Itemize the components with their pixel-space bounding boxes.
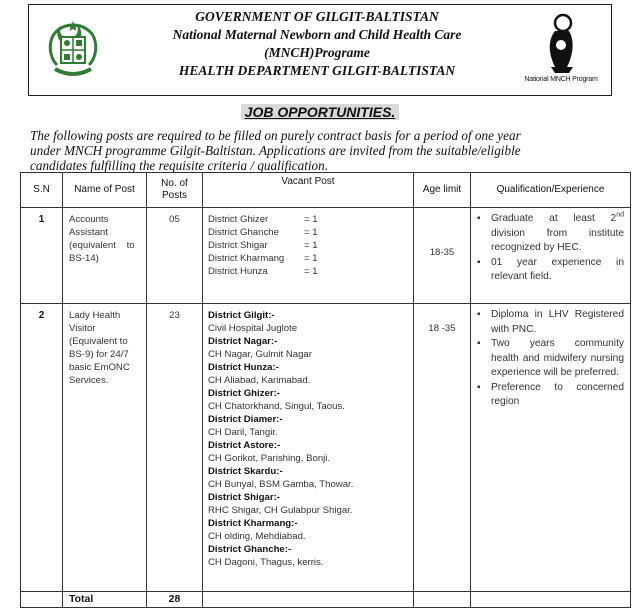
row-age-limit: 18 -35 xyxy=(414,304,471,592)
total-label: Total xyxy=(63,592,147,608)
district-name: District Ghizer xyxy=(208,214,269,225)
post-name-line: BS-9) for 24/7 xyxy=(69,349,129,360)
department-name: HEALTH DEPARTMENT GILGIT-BALTISTAN xyxy=(178,63,456,78)
qualification-list xyxy=(475,308,627,410)
district-count: = 1 xyxy=(304,266,318,277)
program-abbreviation: (MNCH)Programe xyxy=(264,45,370,60)
header-qualification: Qualification/Experience xyxy=(471,173,631,208)
qualification-item: ▪ Diploma in LHV Registered with PNC. xyxy=(475,308,624,337)
letterhead xyxy=(28,4,612,96)
program-logo-caption: National MNCH Program xyxy=(524,76,598,83)
table-header-row xyxy=(21,173,631,208)
post-name-line: (Equivalent to xyxy=(69,336,128,347)
district-count: = 1 xyxy=(304,240,318,251)
vacancy-table xyxy=(20,172,631,608)
table-row xyxy=(21,208,631,304)
total-empty-cell xyxy=(21,592,63,608)
row-post-name xyxy=(63,304,147,592)
header-age-limit: Age limit xyxy=(414,173,471,208)
vacant-district-row xyxy=(208,226,410,239)
government-name: GOVERNMENT OF GILGIT-BALTISTAN xyxy=(195,9,439,24)
district-heading: District Skardu:- xyxy=(208,466,283,477)
intro-line: candidates fulfilling the requisite criteria / qualification. xyxy=(30,158,329,173)
header-sn: S.N xyxy=(21,173,63,208)
qualification-superscript: nd xyxy=(616,211,624,219)
intro-line: under MNCH programme Gilgit-Baltistan. Applications are invited from the suitable/eligible xyxy=(30,143,521,158)
row-no-of-posts: 23 xyxy=(147,304,203,592)
row-age-limit: 18-35 xyxy=(414,208,471,304)
qualification-list xyxy=(475,212,624,285)
header-name-of-post: Name of Post xyxy=(63,173,147,208)
total-empty-cell xyxy=(414,592,471,608)
qualification-item xyxy=(475,256,624,285)
district-name: District Kharmang xyxy=(208,253,285,264)
intro-line: The following posts are required to be filled on purely contract basis for a period of one year xyxy=(30,128,521,143)
district-heading: District Shigar:- xyxy=(208,492,280,503)
job-opportunities-heading-wrap xyxy=(0,104,640,122)
total-empty-cell xyxy=(471,592,631,608)
district-count: = 1 xyxy=(304,253,318,264)
header-no-of-posts-line: Posts xyxy=(161,190,187,201)
district-hospitals: CH Chatorkhand, Singul, Taous. xyxy=(208,401,345,412)
mnch-program-logo xyxy=(521,11,601,93)
district-count: = 1 xyxy=(304,227,318,238)
row-sn: 1 xyxy=(21,208,63,304)
qualification-text: 01 year experience in relevant field. xyxy=(491,256,624,282)
vacant-district-row xyxy=(208,213,410,226)
district-heading: District Hunza:- xyxy=(208,362,279,373)
header-no-of-posts-line: No. of xyxy=(161,178,188,189)
district-name: District Hunza xyxy=(208,266,268,277)
qualification-item xyxy=(475,212,624,256)
district-heading: District Kharmang:- xyxy=(208,518,298,529)
program-name: National Maternal Newborn and Child Health Care xyxy=(172,27,462,42)
row-post-name xyxy=(63,208,147,304)
government-emblem-icon xyxy=(41,19,105,83)
district-heading: District Astore:- xyxy=(208,440,281,451)
intro-paragraph xyxy=(30,128,615,173)
district-hospitals: CH Dagoni, Thagus, kerris. xyxy=(208,557,324,568)
district-hospitals: CH olding, Mehdiabad. xyxy=(208,531,306,542)
mother-child-icon xyxy=(533,11,589,75)
post-name-line: Lady Health xyxy=(69,310,121,321)
district-heading: District Diamer:- xyxy=(208,414,283,425)
district-hospitals: RHC Shigar, CH Gulabpur Shigar. xyxy=(208,505,353,516)
district-hospitals: Civil Hospital Juglote xyxy=(208,323,298,334)
district-name: District Shigar xyxy=(208,240,268,251)
post-name-line: Services. xyxy=(69,375,109,386)
row-qualification xyxy=(471,208,631,304)
vacant-district-row xyxy=(208,265,410,278)
district-heading: District Ghanche:- xyxy=(208,544,292,555)
qualification-text: division from institute recognized by HEC. xyxy=(491,227,624,253)
district-hospitals: CH Nagar, Gulmit Nagar xyxy=(208,349,312,360)
post-name-line: Accounts xyxy=(69,214,109,225)
district-hospitals: CH Aliabad, Karimabad. xyxy=(208,375,311,386)
total-row xyxy=(21,592,631,608)
job-opportunities-heading: JOB OPPORTUNITIES. xyxy=(241,104,400,120)
post-name-line: BS-14) xyxy=(69,253,99,264)
district-count: = 1 xyxy=(304,214,318,225)
row-no-of-posts: 05 xyxy=(147,208,203,304)
post-name-line: Visitor xyxy=(69,323,96,334)
qualification-item: ▪ Preference to concerned region xyxy=(475,381,624,410)
qualification-item: ▪ Two years community health and midwifery nursing experience will be preferred. xyxy=(475,337,624,381)
post-name-line: basic EmONC xyxy=(69,362,130,373)
total-empty-cell xyxy=(203,592,414,608)
row-qualification xyxy=(471,304,631,592)
district-hospitals: CH Daril, Tangir. xyxy=(208,427,278,438)
district-heading: District Gilgit:- xyxy=(208,310,275,321)
district-heading: District Nagar:- xyxy=(208,336,278,347)
total-value: 28 xyxy=(147,592,203,608)
row-vacant-posts xyxy=(203,304,414,592)
district-heading: District Ghizer:- xyxy=(208,388,280,399)
row-vacant-posts xyxy=(203,208,414,304)
header-vacant-post: Vacant Post xyxy=(203,173,414,208)
district-name: District Ghanche xyxy=(208,227,279,238)
vacant-district-row xyxy=(208,252,410,265)
row-sn: 2 xyxy=(21,304,63,592)
district-hospitals: CH Bunyal, BSM Gamba, Thowar. xyxy=(208,479,354,490)
header-no-of-posts xyxy=(147,173,203,208)
post-name-line: Assistant xyxy=(69,227,108,238)
qualification-text: Graduate at least 2 xyxy=(491,213,617,224)
vacant-district-row xyxy=(208,239,410,252)
district-hospitals: CH Gorikot, Parishing, Bonji. xyxy=(208,453,331,464)
letterhead-title xyxy=(119,8,515,80)
post-name-line: (equivalent to xyxy=(69,240,135,251)
table-row xyxy=(21,304,631,592)
